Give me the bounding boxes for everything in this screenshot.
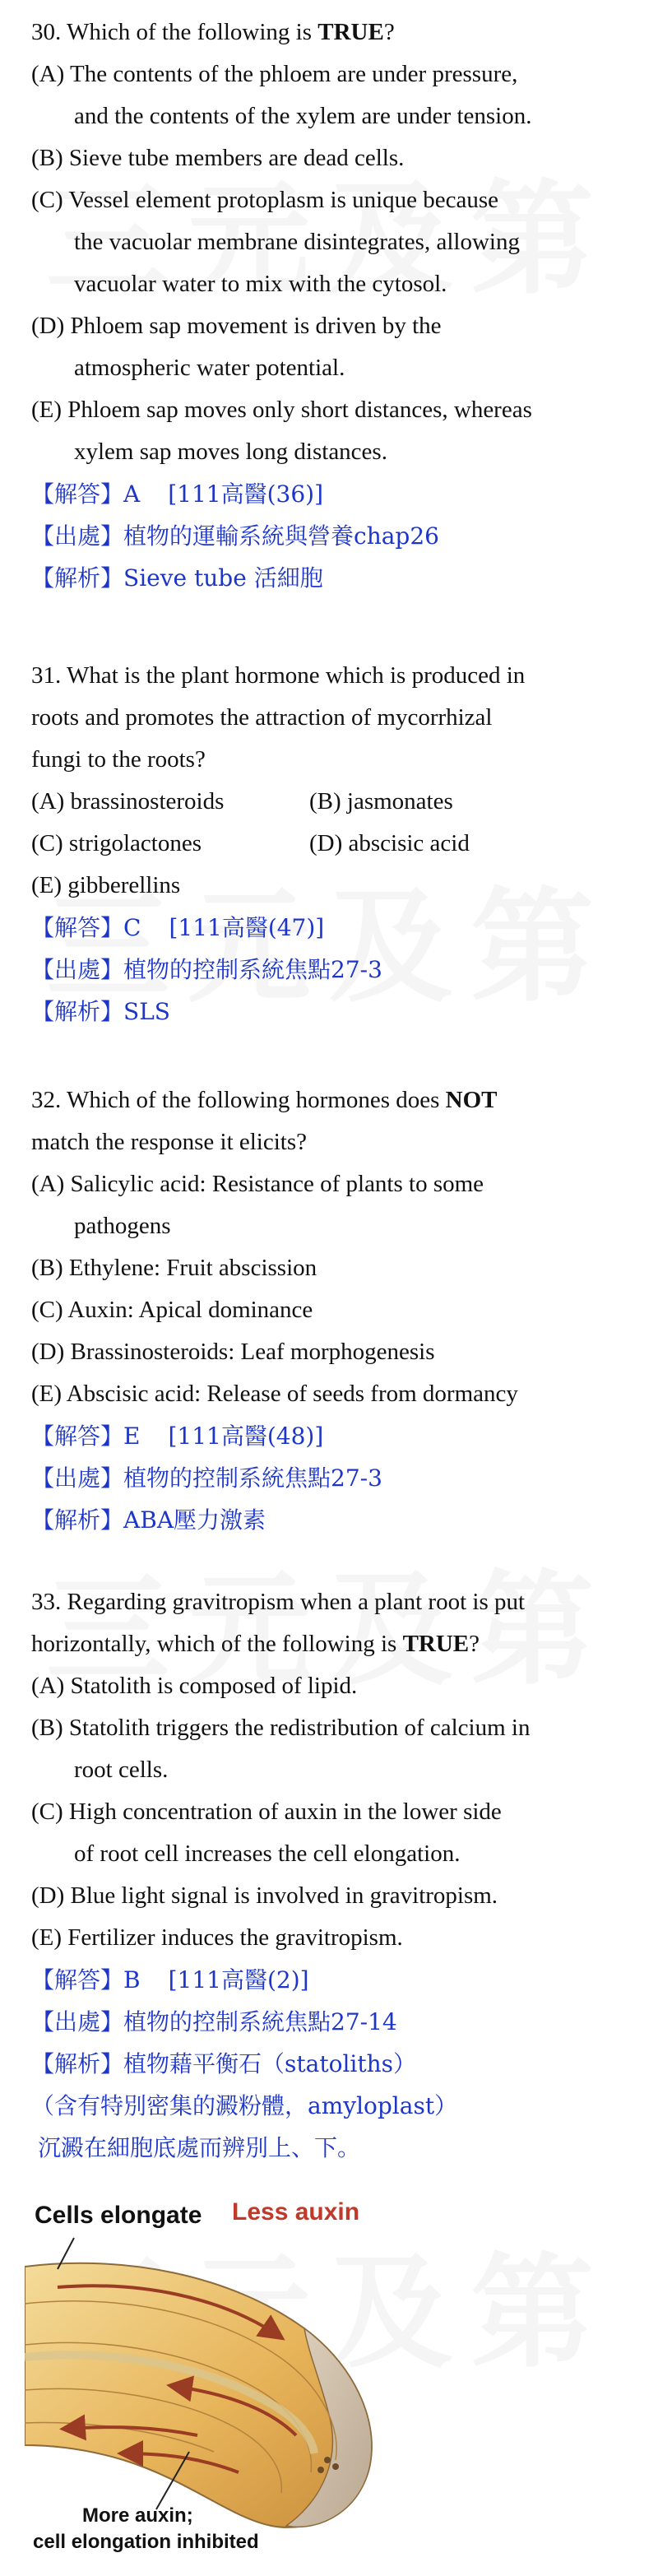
- question-stem: 30. Which of the following is TRUE?: [31, 19, 395, 45]
- question-33: [31, 1581, 632, 2169]
- question-30: [31, 12, 632, 599]
- question-stem-cont: horizontally, which of the following is TRUE?: [31, 1631, 480, 1657]
- option-b: (B) Statolith triggers the redistribution of calcium in: [31, 1715, 531, 1741]
- answer-line: 【解答】B [111高醫(2)]: [31, 1966, 309, 1993]
- option-a: (A) brassinosteroids: [31, 788, 225, 815]
- option-b: (B) Ethylene: Fruit abscission: [31, 1255, 317, 1281]
- question-stem-cont: match the response it elicits?: [31, 1129, 308, 1155]
- option-c-cont: vacuolar water to mix with the cytosol.: [74, 271, 447, 297]
- source-line: 【出處】植物的控制系統焦點27-3: [31, 1464, 382, 1492]
- option-e-cont: xylem sap moves long distances.: [74, 439, 387, 465]
- question-32: [31, 1079, 632, 1541]
- option-a-cont: and the contents of the xylem are under tension.: [74, 103, 532, 129]
- option-a: (A) Salicylic acid: Resistance of plants to some: [31, 1171, 484, 1197]
- label-cells-elongate: Cells elongate: [35, 2202, 202, 2229]
- root-body: [25, 2263, 372, 2527]
- option-c: (C) High concentration of auxin in the lower side: [31, 1799, 502, 1825]
- analysis-line: 【解析】植物藉平衡石（statoliths）: [31, 2050, 417, 2077]
- question-stem-cont: fungi to the roots?: [31, 746, 206, 773]
- option-c-cont: the vacuolar membrane disintegrates, allowing: [74, 229, 520, 255]
- option-e: (E) Phloem sap moves only short distances, whereas: [31, 397, 532, 423]
- root-gravitropism-figure: [25, 2188, 436, 2559]
- source-line: 【出處】植物的控制系統焦點27-14: [31, 2008, 397, 2035]
- analysis-line: 【解析】SLS: [31, 998, 170, 1025]
- option-d: (D) abscisic acid: [309, 830, 470, 856]
- question-stem: 33. Regarding gravitropism when a plant root is put: [31, 1589, 526, 1615]
- answer-line: 【解答】C [111高醫(47)]: [31, 914, 325, 941]
- label-less-auxin: Less auxin: [232, 2198, 360, 2226]
- answer-line: 【解答】E [111高醫(48)]: [31, 1423, 324, 1450]
- option-row: [31, 781, 632, 823]
- question-31: [31, 655, 632, 1033]
- option-d: (D) Brassinosteroids: Leaf morphogenesis: [31, 1339, 435, 1365]
- option-e: (E) gibberellins: [31, 872, 181, 898]
- option-d: (D) Blue light signal is involved in gravitropism.: [31, 1882, 498, 1909]
- analysis-line: 【解析】ABA壓力激素: [31, 1506, 266, 1534]
- answer-line: 【解答】A [111高醫(36)]: [31, 480, 324, 508]
- option-b-cont: root cells.: [74, 1757, 169, 1783]
- option-c: (C) Auxin: Apical dominance: [31, 1297, 313, 1323]
- option-d-cont: atmospheric water potential.: [74, 355, 345, 381]
- option-e: (E) Abscisic acid: Release of seeds from dormancy: [31, 1381, 518, 1407]
- option-a: (A) Statolith is composed of lipid.: [31, 1673, 358, 1699]
- label-more-auxin: More auxin;: [82, 2504, 193, 2527]
- label-elongation-inhibited: cell elongation inhibited: [33, 2531, 259, 2553]
- option-b: (B) jasmonates: [309, 788, 453, 815]
- option-a-cont: pathogens: [74, 1213, 171, 1239]
- source-line: 【出處】植物的控制系統焦點27-3: [31, 956, 382, 983]
- question-stem: 32. Which of the following hormones does NOT: [31, 1087, 498, 1113]
- analysis-line-cont: 沉澱在細胞底處而辨別上、下。: [38, 2134, 361, 2161]
- option-a: (A) The contents of the phloem are under pressure,: [31, 61, 518, 87]
- option-row: [31, 823, 632, 865]
- question-stem-cont: roots and promotes the attraction of mycorrhizal: [31, 704, 493, 731]
- option-e: (E) Fertilizer induces the gravitropism.: [31, 1924, 403, 1951]
- option-c: (C) strigolactones: [31, 830, 202, 856]
- root-illustration: [25, 2188, 436, 2559]
- question-stem: 31. What is the plant hormone which is produced in: [31, 662, 526, 689]
- analysis-line: 【解析】Sieve tube 活細胞: [31, 564, 323, 592]
- option-c: (C) Vessel element protoplasm is unique because: [31, 187, 499, 213]
- analysis-line-cont: （含有特別密集的澱粉體，amyloplast）: [31, 2092, 458, 2119]
- source-line: 【出處】植物的運輸系統與營養chap26: [31, 522, 439, 550]
- option-b: (B) Sieve tube members are dead cells.: [31, 145, 405, 171]
- option-d: (D) Phloem sap movement is driven by the: [31, 313, 442, 339]
- option-c-cont: of root cell increases the cell elongation.: [74, 1840, 461, 1867]
